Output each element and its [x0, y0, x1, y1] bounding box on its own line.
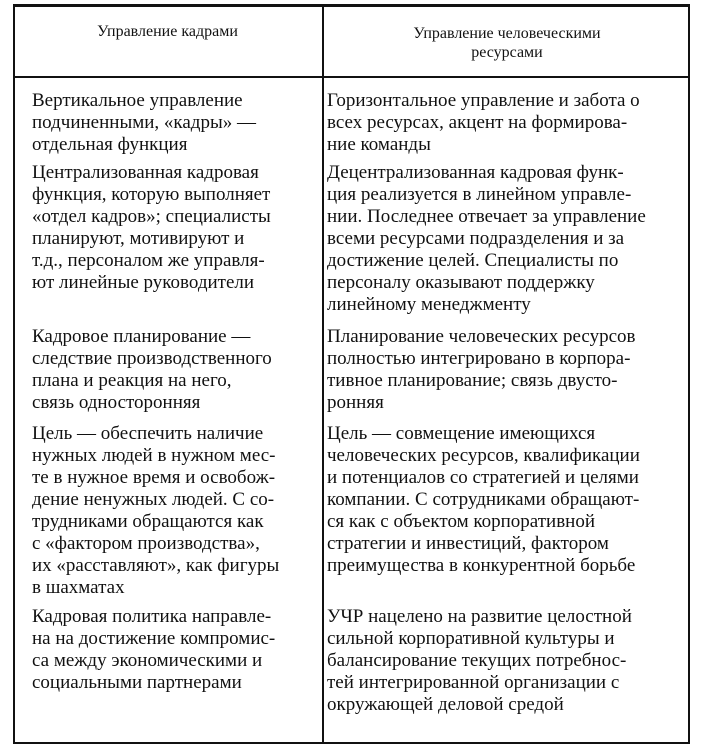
row-3-right-cell: Планирование человеческих ресурсов полностью интегрировано в корпора- тивное планирование; связь двусто- ронняя — [327, 326, 636, 413]
row-5-left-cell: Кадровая политика направле- на на достижение компромис- са между экономическими и социальными партнерами — [32, 606, 276, 693]
table-top-border — [13, 4, 690, 7]
row-1-left-cell: Вертикальное управление подчиненными, «кадры» — отдельная функция — [32, 90, 256, 155]
header-divider — [13, 76, 690, 78]
row-2-left-cell: Централизованная кадровая функция, которую выполняет «отдел кадров»; специалисты планируют, мотивируют и т.д., персоналом же управля- ют линейные руководители — [32, 162, 271, 293]
row-1-right-cell: Горизонтальное управление и забота о всех ресурсах, акцент на формирова- ние команды — [327, 90, 640, 155]
header-hr-management: Управление кадрами — [97, 23, 238, 40]
table-bottom-border — [13, 742, 690, 744]
row-4-left-cell: Цель — обеспечить наличие нужных людей в нужном мес- те в нужное время и освобож- дение ненужных людей. С со- трудниками обращаются как с «фактором производства», их «расставляют», как фигуры в шахматах — [32, 423, 280, 598]
row-2-right-cell: Децентрализованная кадровая функ- ция реализуется в линейном управле- нии. Последнее отвечает за управление всеми ресурсами подразделения и за достижение целей. Специалисты по персоналу оказывают поддержку линейному менеджменту — [327, 162, 646, 315]
row-4-right-cell: Цель — совмещение имеющихся человеческих ресурсов, квалификации и потенциалов со стратегией и целями компании. С сотрудниками обращают- ся как с объектом корпоративной стратегии и инвестиций, фактором преимущества в конкурентной борьбе — [327, 423, 640, 576]
column-divider — [322, 4, 324, 744]
row-5-right-cell: УЧР нацелено на развитие целостной сильной корпоративной культуры и балансирование текущих потребнос- тей интегрированной организации с окружающей деловой средой — [327, 606, 632, 715]
row-3-left-cell: Кадровое планирование — следствие производственного плана и реакция на него, связь односторонняя — [32, 326, 272, 413]
header-human-resources-management: Управление человеческими ресурсами — [413, 25, 601, 61]
